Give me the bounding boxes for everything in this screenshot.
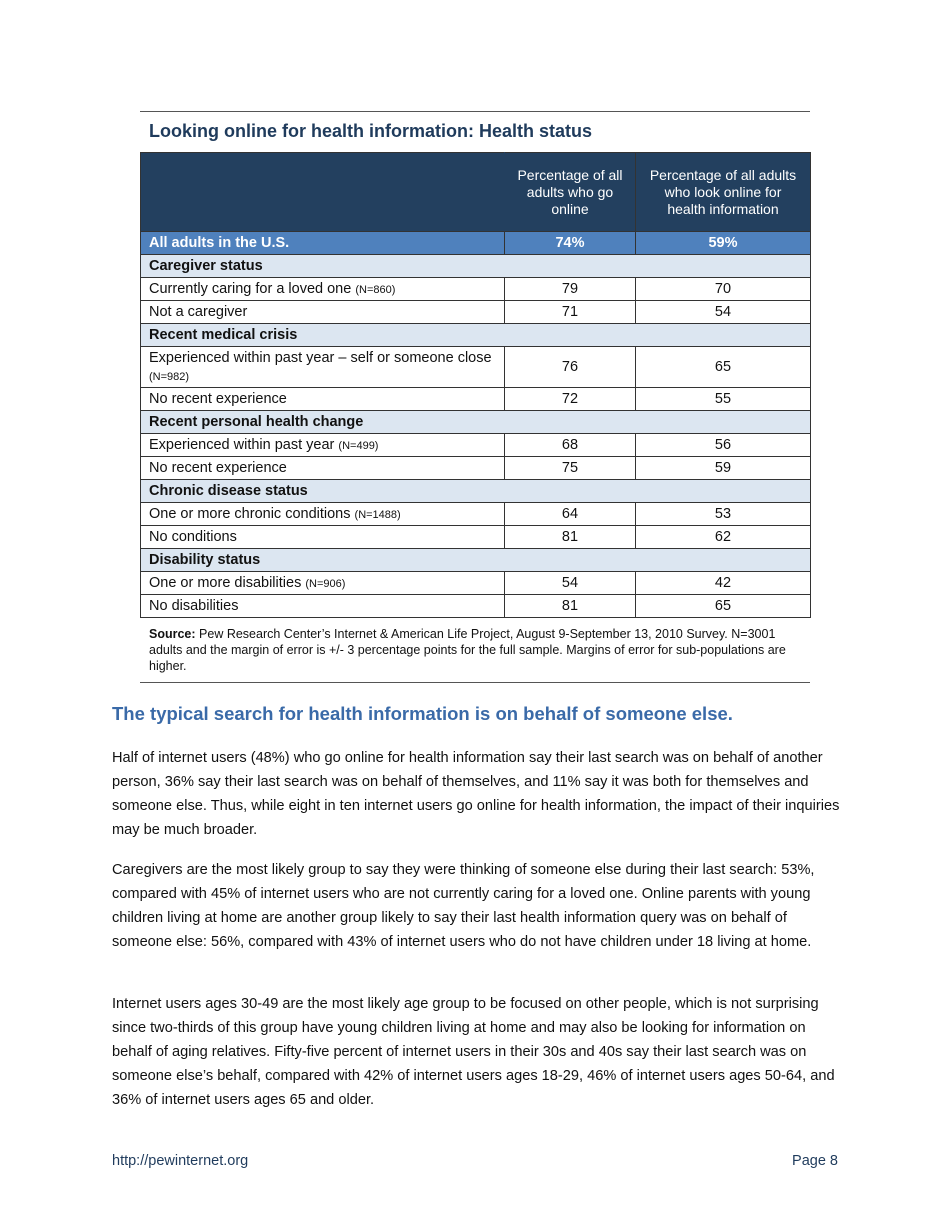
header-go-online: Percentage of all adults who go online xyxy=(505,153,636,232)
row-value-1: 71 xyxy=(505,301,636,324)
row-value-2: 55 xyxy=(636,388,811,411)
row-value-2: 59 xyxy=(636,457,811,480)
all-adults-value-2: 59% xyxy=(636,232,811,255)
section-title: Recent medical crisis xyxy=(141,324,811,347)
row-label-text: Currently caring for a loved one xyxy=(149,281,352,297)
section-title: Disability status xyxy=(141,549,811,572)
table-row xyxy=(141,434,811,457)
row-label: Not a caregiver xyxy=(141,301,505,324)
table-row xyxy=(141,278,811,301)
table-row xyxy=(141,301,811,324)
page-number: Page 8 xyxy=(792,1153,838,1169)
table-top-rule xyxy=(140,111,810,112)
row-value-2: 70 xyxy=(636,278,811,301)
table-source-note xyxy=(149,626,804,674)
row-label-text: Experienced within past year xyxy=(149,437,335,453)
section-row xyxy=(141,411,811,434)
header-health-info: Percentage of all adults who look online for health information xyxy=(636,153,811,232)
table-title: Looking online for health information: Health status xyxy=(149,121,593,141)
row-label xyxy=(141,434,505,457)
body-paragraph: Internet users ages 30-49 are the most likely age group to be focused on other people, which is not surprising since two-thirds of this group have young children living at home and may also be looking for information on behalf of aging relatives. Fifty-five percent of internet users in their 30s and 40s say their last search was on someone else’s behalf, compared with 42% of internet users ages 18-29, 46% of internet users ages 50-64, and 36% of internet users ages 65 and older. xyxy=(112,996,835,1108)
footer-url[interactable]: http://pewinternet.org xyxy=(112,1153,249,1169)
row-label xyxy=(141,572,505,595)
row-label xyxy=(141,278,505,301)
header-blank-cell xyxy=(141,153,505,232)
row-value-1: 54 xyxy=(505,572,636,595)
body-paragraph: Caregivers are the most likely group to say they were thinking of someone else during their last search: 53%, compared with 45% of internet users who are not currently caring for a loved one. Online parents with young children living at home are another group likely to say their last health information query was on behalf of someone else: 56%, compared with 43% of internet users who do not have children under 18 living at home. xyxy=(112,862,815,950)
source-text: Pew Research Center’s Internet & American Life Project, August 9-September 13, 2010 Survey. N=3001 adults and the margin of error is +/- 3 percentage points for the full sample. Margins of error for sub-populations are higher. xyxy=(149,627,786,673)
section-row xyxy=(141,324,811,347)
row-sample-size: (N=499) xyxy=(338,440,379,452)
row-label-text: One or more chronic conditions xyxy=(149,506,351,522)
all-adults-value-1: 74% xyxy=(505,232,636,255)
all-adults-row xyxy=(141,232,811,255)
row-value-1: 76 xyxy=(505,347,636,388)
row-value-1: 75 xyxy=(505,457,636,480)
row-label: No recent experience xyxy=(141,388,505,411)
row-value-1: 79 xyxy=(505,278,636,301)
row-label: No disabilities xyxy=(141,595,505,618)
row-value-1: 64 xyxy=(505,503,636,526)
row-value-2: 65 xyxy=(636,347,811,388)
section-row xyxy=(141,549,811,572)
row-value-1: 81 xyxy=(505,526,636,549)
section-title: Chronic disease status xyxy=(141,480,811,503)
table-row xyxy=(141,457,811,480)
health-status-table xyxy=(140,152,811,618)
row-value-2: 65 xyxy=(636,595,811,618)
all-adults-label: All adults in the U.S. xyxy=(141,232,505,255)
row-sample-size: (N=906) xyxy=(305,578,346,590)
table-row xyxy=(141,503,811,526)
source-label: Source: xyxy=(149,627,196,641)
table-row xyxy=(141,526,811,549)
row-value-1: 81 xyxy=(505,595,636,618)
table-row xyxy=(141,572,811,595)
row-value-2: 42 xyxy=(636,572,811,595)
row-value-1: 68 xyxy=(505,434,636,457)
row-label: No conditions xyxy=(141,526,505,549)
table-row xyxy=(141,595,811,618)
row-sample-size: (N=1488) xyxy=(354,509,401,521)
section-title: Recent personal health change xyxy=(141,411,811,434)
row-label xyxy=(141,347,505,388)
row-value-2: 56 xyxy=(636,434,811,457)
body-paragraph: Half of internet users (48%) who go online for health information say their last search was on behalf of another person, 36% say their last search was on behalf of themselves, and 11% say it was both for themselves and someone else. Thus, while eight in ten internet users go online for health information, the impact of their inquiries may be much broader. xyxy=(112,750,840,838)
table-bottom-rule xyxy=(140,682,810,683)
row-label-text: One or more disabilities xyxy=(149,575,302,591)
table-header-row xyxy=(141,153,811,232)
row-label-text: Experienced within past year – self or someone close xyxy=(149,349,492,366)
row-label: No recent experience xyxy=(141,457,505,480)
section-row xyxy=(141,255,811,278)
table-row xyxy=(141,347,811,388)
section-title: Caregiver status xyxy=(141,255,811,278)
row-value-2: 53 xyxy=(636,503,811,526)
row-value-1: 72 xyxy=(505,388,636,411)
row-sample-size: (N=982) xyxy=(149,370,190,383)
row-label xyxy=(141,503,505,526)
row-value-2: 54 xyxy=(636,301,811,324)
row-sample-size: (N=860) xyxy=(355,284,396,296)
row-value-2: 62 xyxy=(636,526,811,549)
section-heading: The typical search for health information is on behalf of someone else. xyxy=(112,703,733,724)
section-row xyxy=(141,480,811,503)
table-row xyxy=(141,388,811,411)
